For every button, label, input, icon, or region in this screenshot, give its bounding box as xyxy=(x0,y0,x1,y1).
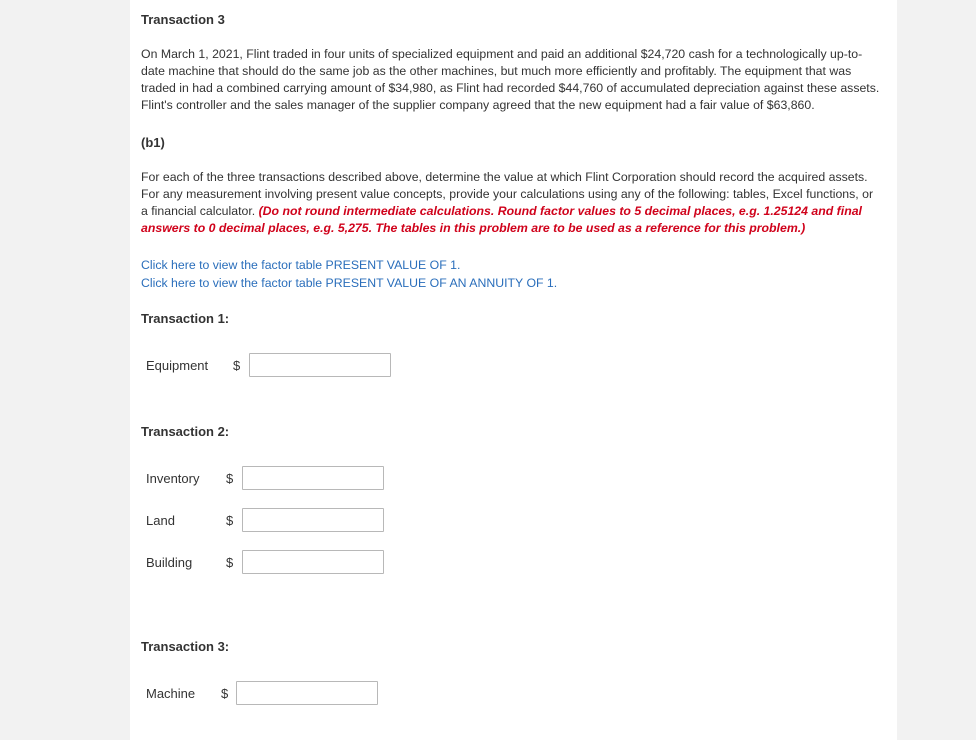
inventory-label: Inventory xyxy=(146,471,200,486)
currency-symbol: $ xyxy=(221,686,229,701)
part-label: (b1) xyxy=(141,135,165,150)
transaction-3-heading: Transaction 3 xyxy=(141,12,225,27)
instructions xyxy=(141,169,883,237)
land-input[interactable] xyxy=(242,508,384,532)
currency-symbol: $ xyxy=(226,513,234,528)
building-input[interactable] xyxy=(242,550,384,574)
transaction-3-answer-heading: Transaction 3: xyxy=(141,639,230,654)
present-value-table-link[interactable]: Click here to view the factor table PRESENT VALUE OF 1. xyxy=(141,258,461,272)
land-label: Land xyxy=(146,513,175,528)
inventory-input[interactable] xyxy=(242,466,384,490)
machine-label: Machine xyxy=(146,686,196,701)
currency-symbol: $ xyxy=(226,555,234,570)
instructions-rounding-note: (Do not round intermediate calculations. Round factor values to 5 decimal places, e.g. 1.25124 and final answers to 0 decimal places, e.g. 5,275. The tables in this problem are to be used as a reference for this problem.) xyxy=(141,204,862,235)
currency-symbol: $ xyxy=(233,358,241,373)
equipment-input[interactable] xyxy=(249,353,391,377)
currency-symbol: $ xyxy=(226,471,234,486)
annuity-table-link[interactable]: Click here to view the factor table PRESENT VALUE OF AN ANNUITY OF 1. xyxy=(141,276,558,290)
transaction-2-heading: Transaction 2: xyxy=(141,424,230,439)
transaction-1-heading: Transaction 1: xyxy=(141,311,230,326)
transaction-3-description: On March 1, 2021, Flint traded in four units of specialized equipment and paid an additional $24,720 cash for a technologically up-to-date machine that should do the same job as the other machines, but much more efficiently and profitably. The equipment that was traded in had a combined carrying amount of $34,980, as Flint had recorded $44,760 of accumulated depreciation against these assets. Flint's controller and the sales manager of the supplier company agreed that the new equipment had a fair value of $63,860. xyxy=(141,47,880,112)
building-label: Building xyxy=(146,555,193,570)
question-panel xyxy=(130,0,897,740)
machine-input[interactable] xyxy=(236,681,378,705)
instructions-text: For each of the three transactions described above, determine the value at which Flint Corporation should record the acquired assets. For any measurement involving present value concepts, provide your calculations using any of the following: tables, Excel functions, or a financial calculator. xyxy=(141,170,874,218)
equipment-label: Equipment xyxy=(146,358,209,373)
